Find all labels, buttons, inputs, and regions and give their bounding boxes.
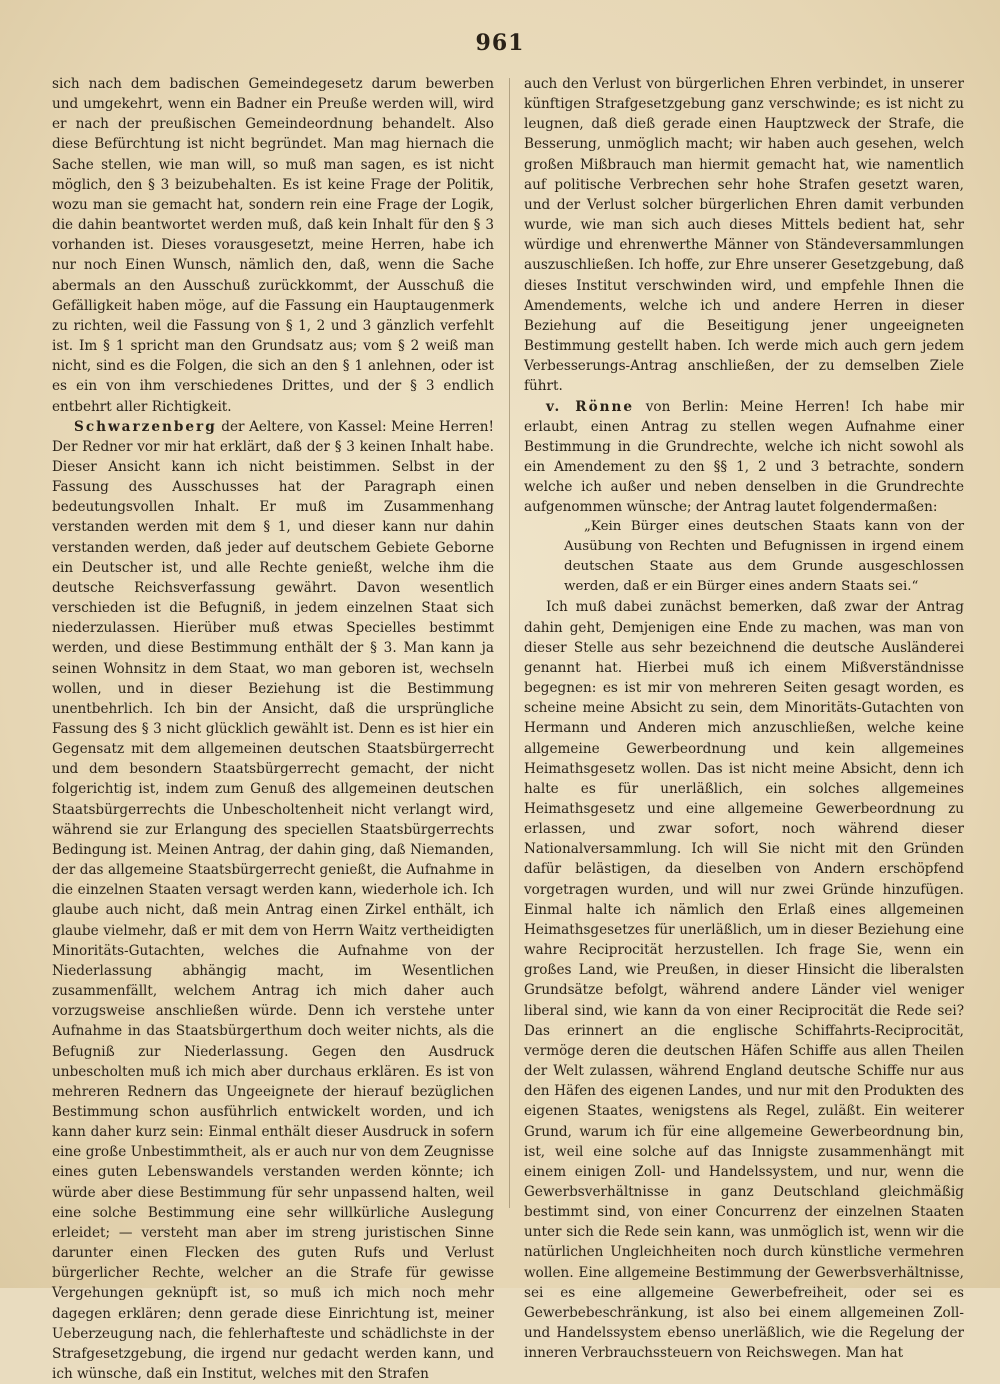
speech-text: der Aeltere, von Kassel: Meine Herren! Der Redner vor mir hat erklärt, daß der § 3 keinen Inhalt habe. Dieser Ansicht kann ich nicht beistimmen. Selbst in der Fassung des Ausschusses hat der Paragraph einen bedeutungsvollen Inhalt. Er muß im Zusammenhang verstanden werden mit dem § 1, und dieser kann nur dahin verstanden werden, daß jeder auf deutschem Gebiete Geborne ein Deutscher ist, und alle Rechte genießt, welche ihm die deutsche Reichsverfassung gewährt. Davon wesentlich verschieden ist die Befugniß, in jedem einzelnen Staat sich niederzulassen. Hierüber muß etwas Specielles bestimmt werden, und diese Bestimmung enthält der § 3. Man kann ja seinen Wohnsitz in dem Staat, wo man geboren ist, wechseln wollen, und in dieser Beziehung ist die Bestimmung unentbehrlich. Ich bin der Ansicht, daß die ursprüngliche Fassung des § 3 nicht glücklich gewählt ist. Denn es ist hier ein Gegensatz mit dem allgemeinen deutschen Staatsbürgerrecht und dem besondern Staatsbürgerrecht gemacht, der nicht folgerichtig ist, indem zum Genuß des allgemeinen deutschen Staatsbürgerrechts die Unbescholtenheit nicht verlangt wird, während sie zur Erlangung des speciellen Staatsbürgerrechts Bedingung ist. Meinen Antrag, der dahin ging, daß Niemanden, der das allgemeine Staatsbürgerrecht genießt, die Aufnahme in die einzelnen Staaten versagt werden kann, wiederhole ich. Ich glaube auch nicht, daß mein Antrag einen Zirkel enthält, ich glaube vielmehr, daß er mit dem von Herrn Waitz vertheidigten Minoritäts-Gutachten, welches die Aufnahme von der Niederlassung abhängig macht, im Wesentlichen zusammenfällt, welchem Antrag ich mich daher auch vorzugsweise anschließen würde. Denn ich verstehe unter Aufnahme in das Staatsbürgerthum doch weiter nichts, als die Befugniß zur Niederlassung. Gegen den Ausdruck unbescholten muß ich mich aber durchaus erklären. Es ist von mehreren Rednern das Ungeeignete der hierauf bezüglichen Bestimmung schon ausführlich entwickelt worden, und ich kann daher kurz sein: Einmal enthält dieser Ausdruck in sofern eine große Unbestimmtheit, als er auch nur von dem Zeugnisse eines guten Lebenswandels verstanden werden könnte; ich würde aber diese Bestimmung für sehr unpassend halten, weil eine solche Bestimmung eine sehr willkürliche Auslegung erleidet; — versteht man aber im streng juristischen Sinne darunter einen Flecken des guten Rufs und Verlust bürgerlicher Rechte, welcher an die Strafe für gewisse Vergehungen geknüpft ist, so muß ich mich noch mehr dagegen erklären; denn gerade diese Einrichtung ist, meiner Ueberzeugung nach, die fehlerhafteste und schädlichste in der Strafgesetzgebung, die irgend nur gedacht werden kann, und ich wünsche, daß ein Institut, welches mit den Strafen (52, 418, 494, 1382)
speaker-name: Schwarzenberg (74, 418, 217, 435)
quote-text: „Kein Bürger eines deutschen Staats kann von der Ausübung von Rechten und Befugnissen in irgend einem deutschen Staate aus dem Grunde ausgeschlossen werden, daß er ein Bürger eines andern Staats sei.“ (564, 519, 964, 595)
right-paragraph-1: auch den Verlust von bürgerlichen Ehren verbindet, in unserer künftigen Strafgesetzgebung ganz verschwinde; es ist nicht zu leugnen, daß dieß gerade einen Hauptzweck der Strafe, die Besserung, unmöglich macht; wir haben auch gesehen, welch großen Mißbrauch man hiermit gemacht hat, wie namentlich auf politische Verbrechen sehr hohe Strafen gesetzt waren, und der Verlust solcher bürgerlichen Ehren damit verbunden wurde, wie man sich auch dieses Mittels bedient hat, sehr würdige und ehrenwerthe Männer von Ständeversammlungen auszuschließen. Ich hoffe, zur Ehre unserer Gesetzgebung, daß dieses Institut verschwinden wird, und empfehle Ihnen die Amendements, welche ich und andere Herren in dieser Beziehung auf die Beseitigung jener ungeeigneten Bestimmung gestellt haben. Ich werde mich auch gern jedem Verbesserungs-Antrag anschließen, der zu demselben Ziele führt. (524, 76, 964, 395)
left-column (52, 74, 494, 1384)
page-number: 961 (475, 30, 525, 56)
speaker-name: v. Rönne (546, 398, 635, 415)
motion-quote (564, 517, 964, 597)
right-paragraph-3: Ich muß dabei zunächst bemerken, daß zwar der Antrag dahin geht, Demjenigen eine Ende zu machen, was man von dieser Stelle aus sehr bezeichnend die deutsche Ausländerei genannt hat. Hierbei muß ich einem Mißverständnisse begegnen: es ist mir von mehreren Seiten gesagt worden, es scheine meine Absicht zu sein, dem Minoritäts-Gutachten von Hermann und Anderen mich anzuschließen, welche keine allgemeine Gewerbeordnung und kein allgemeines Heimathsgesetz wollen. Das ist nicht meine Absicht, denn ich halte es für unerläßlich, ein solches allgemeines Heimathsgesetz und eine allgemeine Gewerbeordnung zu erlassen, und zwar sofort, noch während dieser Nationalversammlung. Ich will Sie nicht mit den Gründen dafür belästigen, da dieselben von Andern erschöpfend vorgetragen wurden, und will nur zwei Gründe hinzufügen. Einmal halte ich nämlich den Erlaß eines allgemeinen Heimathsgesetzes für unerläßlich, um in dieser Beziehung eine wahre Reciprocität herzustellen. Ich frage Sie, wenn ein großes Land, wie Preußen, in dieser Hinsicht die liberalsten Grundsätze befolgt, während andere Länder viel weniger liberal sind, wie kann da von einer Reciprocität die Rede sei? Das erinnert an die englische Schiffahrts-Reciprocität, vermöge deren die deutschen Häfen Schiffe aus allen Theilen der Welt zulassen, während England deutsche Schiffe nur aus den Häfen des eigenen Landes, und nur mit den Produkten des eigenen Staates, wenigstens als Regel, zuläßt. Ein weiterer Grund, warum ich für eine allgemeine Gewerbeordnung bin, ist, weil eine solche auf das Innigste zusammenhängt mit einem einigen Zoll- und Handelssystem, und nur, wenn die Gewerbsverhältnisse in ganz Deutschland gleichmäßig bestimmt sind, von einer Concurrenz der einzelnen Staaten unter sich die Rede sein kann, was unmöglich ist, wenn wir die natürlichen Ungleichheiten noch durch künstliche vermehren wollen. Eine allgemeine Bestimmung der Gewerbsverhältnisse, sei es eine allgemeine Gewerbefreiheit, oder sei es Gewerbebeschränkung, ist also bei einem allgemeinen Zoll- und Handelssystem ebenso unerläßlich, wie die Regelung der inneren Verbrauchssteuern von Reichswegen. Man hat (524, 599, 964, 1362)
left-paragraph-1: sich nach dem badischen Gemeindegesetz darum bewerben und umgekehrt, wenn ein Badner ein Preuße werden will, wird er nach der preußischen Gemeindeordnung behandelt. Also diese Befürchtung ist nicht begründet. Man mag hiernach die Sache stellen, wie man will, so muß man sagen, es ist nicht möglich, den § 3 beizubehalten. Es ist keine Frage der Politik, wozu man sie gemacht hat, sondern rein eine Frage der Logik, die dahin beantwortet werden muß, daß kein Inhalt für den § 3 vorhanden ist. Dieses vorausgesetzt, meine Herren, habe ich nur noch Einen Wunsch, nämlich den, daß, wenn die Sache abermals an den Ausschuß zurückkommt, der Ausschuß die Gefälligkeit haben möge, auf die Fassung ein Hauptaugenmerk zu richten, weil die Fassung von § 1, 2 und 3 gänzlich verfehlt ist. Im § 1 spricht man den Grundsatz aus; vom § 2 weiß man nicht, sind es die Folgen, die sich an den § 1 anlehnen, oder ist es ein von ihm verschiedenes Drittes, und der § 3 endlich entbehrt aller Richtigkeit. (52, 76, 494, 415)
column-divider (509, 78, 510, 1208)
left-paragraph-2 (52, 417, 494, 1384)
right-paragraph-2 (524, 397, 964, 518)
speech-text: von Berlin: Meine Herren! Ich habe mir erlaubt, einen Antrag zu stellen wegen Aufnahme einer Bestimmung in die Grundrechte, welche ich nicht sowohl als ein Amendement zu den §§ 1, 2 und 3 betrachte, sondern welche ich außer und neben denselben in die Grundrechte aufgenommen wünsche; der Antrag lautet folgendermaßen: (524, 398, 965, 516)
right-column (524, 74, 964, 1363)
